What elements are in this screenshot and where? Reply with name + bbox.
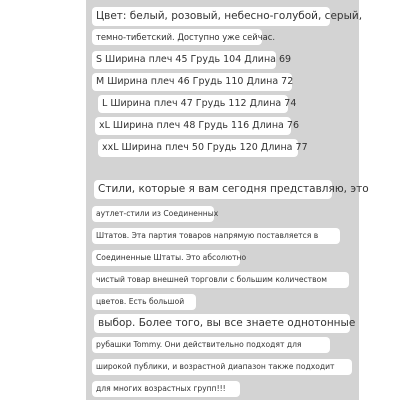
text-line-public: широкой публики, и возрастной диапазон также подходит [92,359,352,375]
text-line-outlet: аутлет-стили из Соединенных [92,206,214,222]
text-line-tommy: рубашки Tommy. Они действительно подходят для [92,337,330,353]
text-line-choice: выбор. Более того, вы все знаете однотонные [94,314,350,333]
size-line-s: S Ширина плеч 45 Грудь 104 Длина 69 [92,51,276,69]
size-line-xl: xL Ширина плеч 48 Грудь 116 Длина 76 [95,117,291,135]
text-line-shipment: Штатов. Эта партия товаров напрямую поставляется в [92,228,340,244]
text-line-age-groups: для многих возрастных групп!!! [92,381,240,397]
text-line-clean-goods: чистый товар внешней торговли с большим количеством [92,272,349,288]
size-line-xxl: xxL Ширина плеч 50 Грудь 120 Длина 77 [98,139,298,157]
size-line-m: M Ширина плеч 46 Грудь 110 Длина 72 [92,73,292,91]
text-line-styles: Стили, которые я вам сегодня представляю, это [94,180,332,199]
text-line-availability: темно-тибетский. Доступно уже сейчас. [92,29,262,45]
text-line-us: Соединенные Штаты. Это абсолютно [92,250,240,266]
text-line-colors: цветов. Есть большой [92,294,196,310]
size-line-l: L Ширина плеч 47 Грудь 112 Длина 74 [98,95,288,113]
text-line-color: Цвет: белый, розовый, небесно-голубой, серый, [92,7,330,26]
